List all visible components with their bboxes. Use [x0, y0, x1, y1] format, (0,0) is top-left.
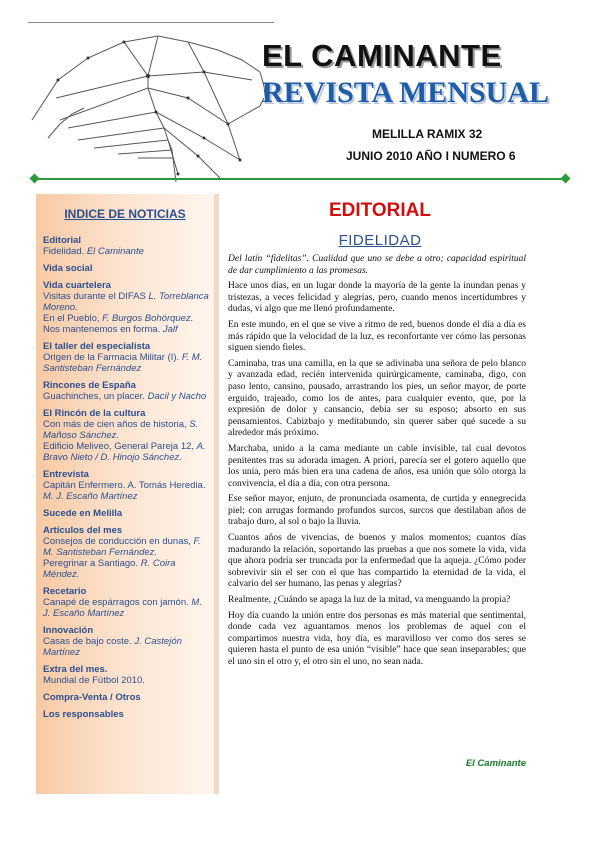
- index-item: [43, 675, 211, 686]
- index-item-author: R. Coira Méndez.: [43, 558, 176, 580]
- index-item-text: Casas de bajo coste.: [43, 636, 135, 647]
- magazine-subtitle: REVISTA MENSUAL: [262, 76, 550, 109]
- index-item-author: S. Mañoso Sánchez.: [43, 419, 199, 441]
- index-heading: INDICE DE NOTICIAS: [64, 207, 186, 221]
- index-item-author: L. Torreblanca Moreno.: [43, 291, 209, 313]
- index-item-text: Guachinches, un placer.: [43, 391, 148, 402]
- index-section-title[interactable]: Compra-Venta / Otros: [43, 692, 141, 703]
- index-entry: [43, 508, 211, 519]
- index-item-author: F. M. Santisteban Fernández: [43, 352, 203, 374]
- index-item-text: Origen de la Farmacia Militar (I).: [43, 352, 182, 363]
- index-section-title[interactable]: Innovación: [43, 625, 94, 636]
- index-item: [43, 597, 211, 619]
- article-paragraph: Caminaba, tras una camilla, en la que se adivinaba una señora de pelo blanco y avanzada edad, recién intervenida quirúrgicamente, caminaba, digo, con paso lento, cansino, pausado, arrastrando los pies, un señor mayor, de porte erguido, trajeado, como los de antes, para cualquier evento, que, por la expresión de dolor y cansancio, debía ser su esposo; absorto en sus pensamientos. Cabizbajo y meditabundo, sin querer saber qué sucede a su alrededor más próximo.: [228, 358, 526, 439]
- index-entry: [43, 625, 211, 658]
- article-title: FIDELIDAD: [338, 232, 422, 249]
- index-item-author: F. M. Santisteban Fernández.: [43, 536, 201, 558]
- index-item-author: Dacil y Nacho: [147, 391, 207, 402]
- article-paragraph: Realmente, ¿Cuándo se apaga la luz de la mitad, va menguando la propia?: [228, 595, 511, 606]
- index-item-author: F. Burgos Bohórquez.: [102, 313, 194, 324]
- index-entry: [43, 341, 211, 374]
- index-item-text: Capitán Enfermero. A. Tomás Heredia.: [43, 480, 206, 491]
- article-lead: Del latín “fidelitas”. Cualidad que uno se debe a otro; capacidad espiritual de dar cumplimiento a las promesas.: [228, 254, 526, 276]
- index-item-author: M. J. Escaño Martínez: [43, 597, 202, 619]
- index-item-author: Jalf: [162, 324, 178, 335]
- index-item-author: M. J. Escaño Martínez: [43, 491, 138, 502]
- index-item: [43, 324, 211, 335]
- index-item: [43, 419, 211, 441]
- index-section-title[interactable]: Entrevista: [43, 469, 89, 480]
- index-item-text: Canapé de espárragos con jamón.: [43, 597, 192, 608]
- article-paragraph: Marchaba, unido a la cama mediante un cable invisible, tal cual devotos penitentes tras su adorada imagen. A priori, parecía ser el gotero aquello que los unía, pero más bien era una cadena de años, esa unión que sólo otorga la convivencia, el día a día, con otra persona.: [228, 443, 526, 489]
- issue-date: JUNIO 2010 AÑO I NUMERO 6: [346, 149, 516, 163]
- index-item-author: A. Bravo Nieto / D. Hinojo Sánchez.: [43, 441, 206, 463]
- article-paragraph: Hace unos días, en un lugar donde la mayoría de la gente la inundan penas y tristezas, a veces felicidad y alegrías, pero, cuando menos incertidumbres y dudas, vi algo que me llenó profundamente.: [228, 281, 526, 315]
- index-entry: [43, 692, 211, 703]
- article-signature: El Caminante: [465, 758, 526, 769]
- index-item-text: Nos mantenemos en forma.: [43, 324, 163, 335]
- index-item-text: Mundial de Fútbol 2010.: [43, 675, 145, 686]
- index-entry: [43, 709, 211, 720]
- index-item: [43, 313, 211, 324]
- magazine-title: EL CAMINANTE: [262, 38, 502, 73]
- index-section-title[interactable]: Vida cuartelera: [43, 280, 111, 291]
- article-paragraph: Ese señor mayor, enjuto, de pronunciada osamenta, de curtida y ennegrecida piel; con arrugas formando profundos surcos, surcos que destilaban años de trabajo duro, al sol o bajo la lluvia.: [228, 494, 526, 528]
- header-rule: [28, 22, 274, 23]
- index-entry: [43, 280, 211, 335]
- index-item: [43, 291, 211, 313]
- article-body: [228, 254, 526, 673]
- index-section-title[interactable]: Artículos del mes: [43, 525, 123, 536]
- index-item-text: Peregrinar a Santiago.: [43, 558, 141, 569]
- index-item-author: El Caminante: [86, 246, 144, 257]
- index-item: [43, 352, 211, 374]
- index-item: [43, 246, 211, 257]
- index-item: [43, 536, 211, 558]
- index-entry: [43, 235, 211, 257]
- index-section-title[interactable]: Extra del mes.: [43, 664, 108, 675]
- index-section-title[interactable]: Editorial: [43, 235, 82, 246]
- index-section-title[interactable]: Sucede en Melilla: [43, 508, 123, 519]
- index-section-title[interactable]: El taller del especialista: [43, 341, 151, 352]
- index-section-title[interactable]: Los responsables: [43, 709, 124, 720]
- index-item-text: Visitas durante el DIFAS: [43, 291, 149, 302]
- index-item: [43, 441, 211, 463]
- index-item: [43, 391, 211, 402]
- index-item: [43, 636, 211, 658]
- index-sidebar: [36, 194, 219, 794]
- index-item: [43, 558, 211, 580]
- index-entry: [43, 408, 211, 463]
- index-item: [43, 480, 211, 502]
- index-entry: [43, 263, 211, 274]
- index-item-text: Consejos de conducción en dunas,: [43, 536, 194, 547]
- index-section-title[interactable]: Rincones de España: [43, 380, 136, 391]
- index-entry: [43, 380, 211, 402]
- divider-right-dot: [561, 174, 571, 184]
- index-item-text: Con más de cien años de historia,: [43, 419, 190, 430]
- article-paragraph: Cuantos años de vivencias, de buenos y malos momentos; cuantos días madurando la relación, soportando las pruebas a que nos somete la vida, vida que ahora podría ser truncada por la enfermedad que la aqueja. ¿Cómo poder sobrevivir sin el ser con el que has compartido la eternidad de la vida, el calvario del ser humano, las penas y alegrías?: [228, 533, 526, 590]
- section-divider: [34, 178, 566, 180]
- article-paragraph: En este mundo, en el que se vive a ritmo de red, buenos donde el día a día es más rápido que la velocidad de la luz, es reconfortante ver cómo las personas siguen siendo fieles.: [228, 319, 526, 354]
- index-entry: [43, 664, 211, 686]
- index-section-title[interactable]: Vida social: [43, 263, 93, 274]
- index-list: [43, 235, 211, 726]
- index-item-text: En el Pueblo,: [43, 313, 103, 324]
- index-item-author: J. Castejón Martínez: [43, 636, 182, 658]
- route-map-drawing: [28, 28, 268, 184]
- index-entry: [43, 525, 211, 580]
- editorial-heading: EDITORIAL: [328, 200, 432, 221]
- index-section-title[interactable]: El Rincón de la cultura: [43, 408, 146, 419]
- index-entry: [43, 469, 211, 502]
- index-item-text: Fidelidad.: [43, 246, 87, 257]
- index-item-text: Edificio Meliveo, General Pareja 12,: [43, 441, 197, 452]
- issue-location: MELILLA RAMIX 32: [372, 127, 483, 141]
- index-section-title[interactable]: Recetario: [43, 586, 87, 597]
- index-entry: [43, 586, 211, 619]
- article-paragraph: Hoy día cuando la unión entre dos personas es más material que sentimental, donde cada vez aguantamos menos los problemas de aquel con el compartimos nuestra vida, hoy día, es maravilloso ver como dos seres se quieren hasta el punto de esa unión “visible” hace que sean inseparables; que el uno sin el otro y, el otro sin el uno, no sean nada.: [228, 610, 526, 667]
- article-paragraphs: [228, 281, 526, 668]
